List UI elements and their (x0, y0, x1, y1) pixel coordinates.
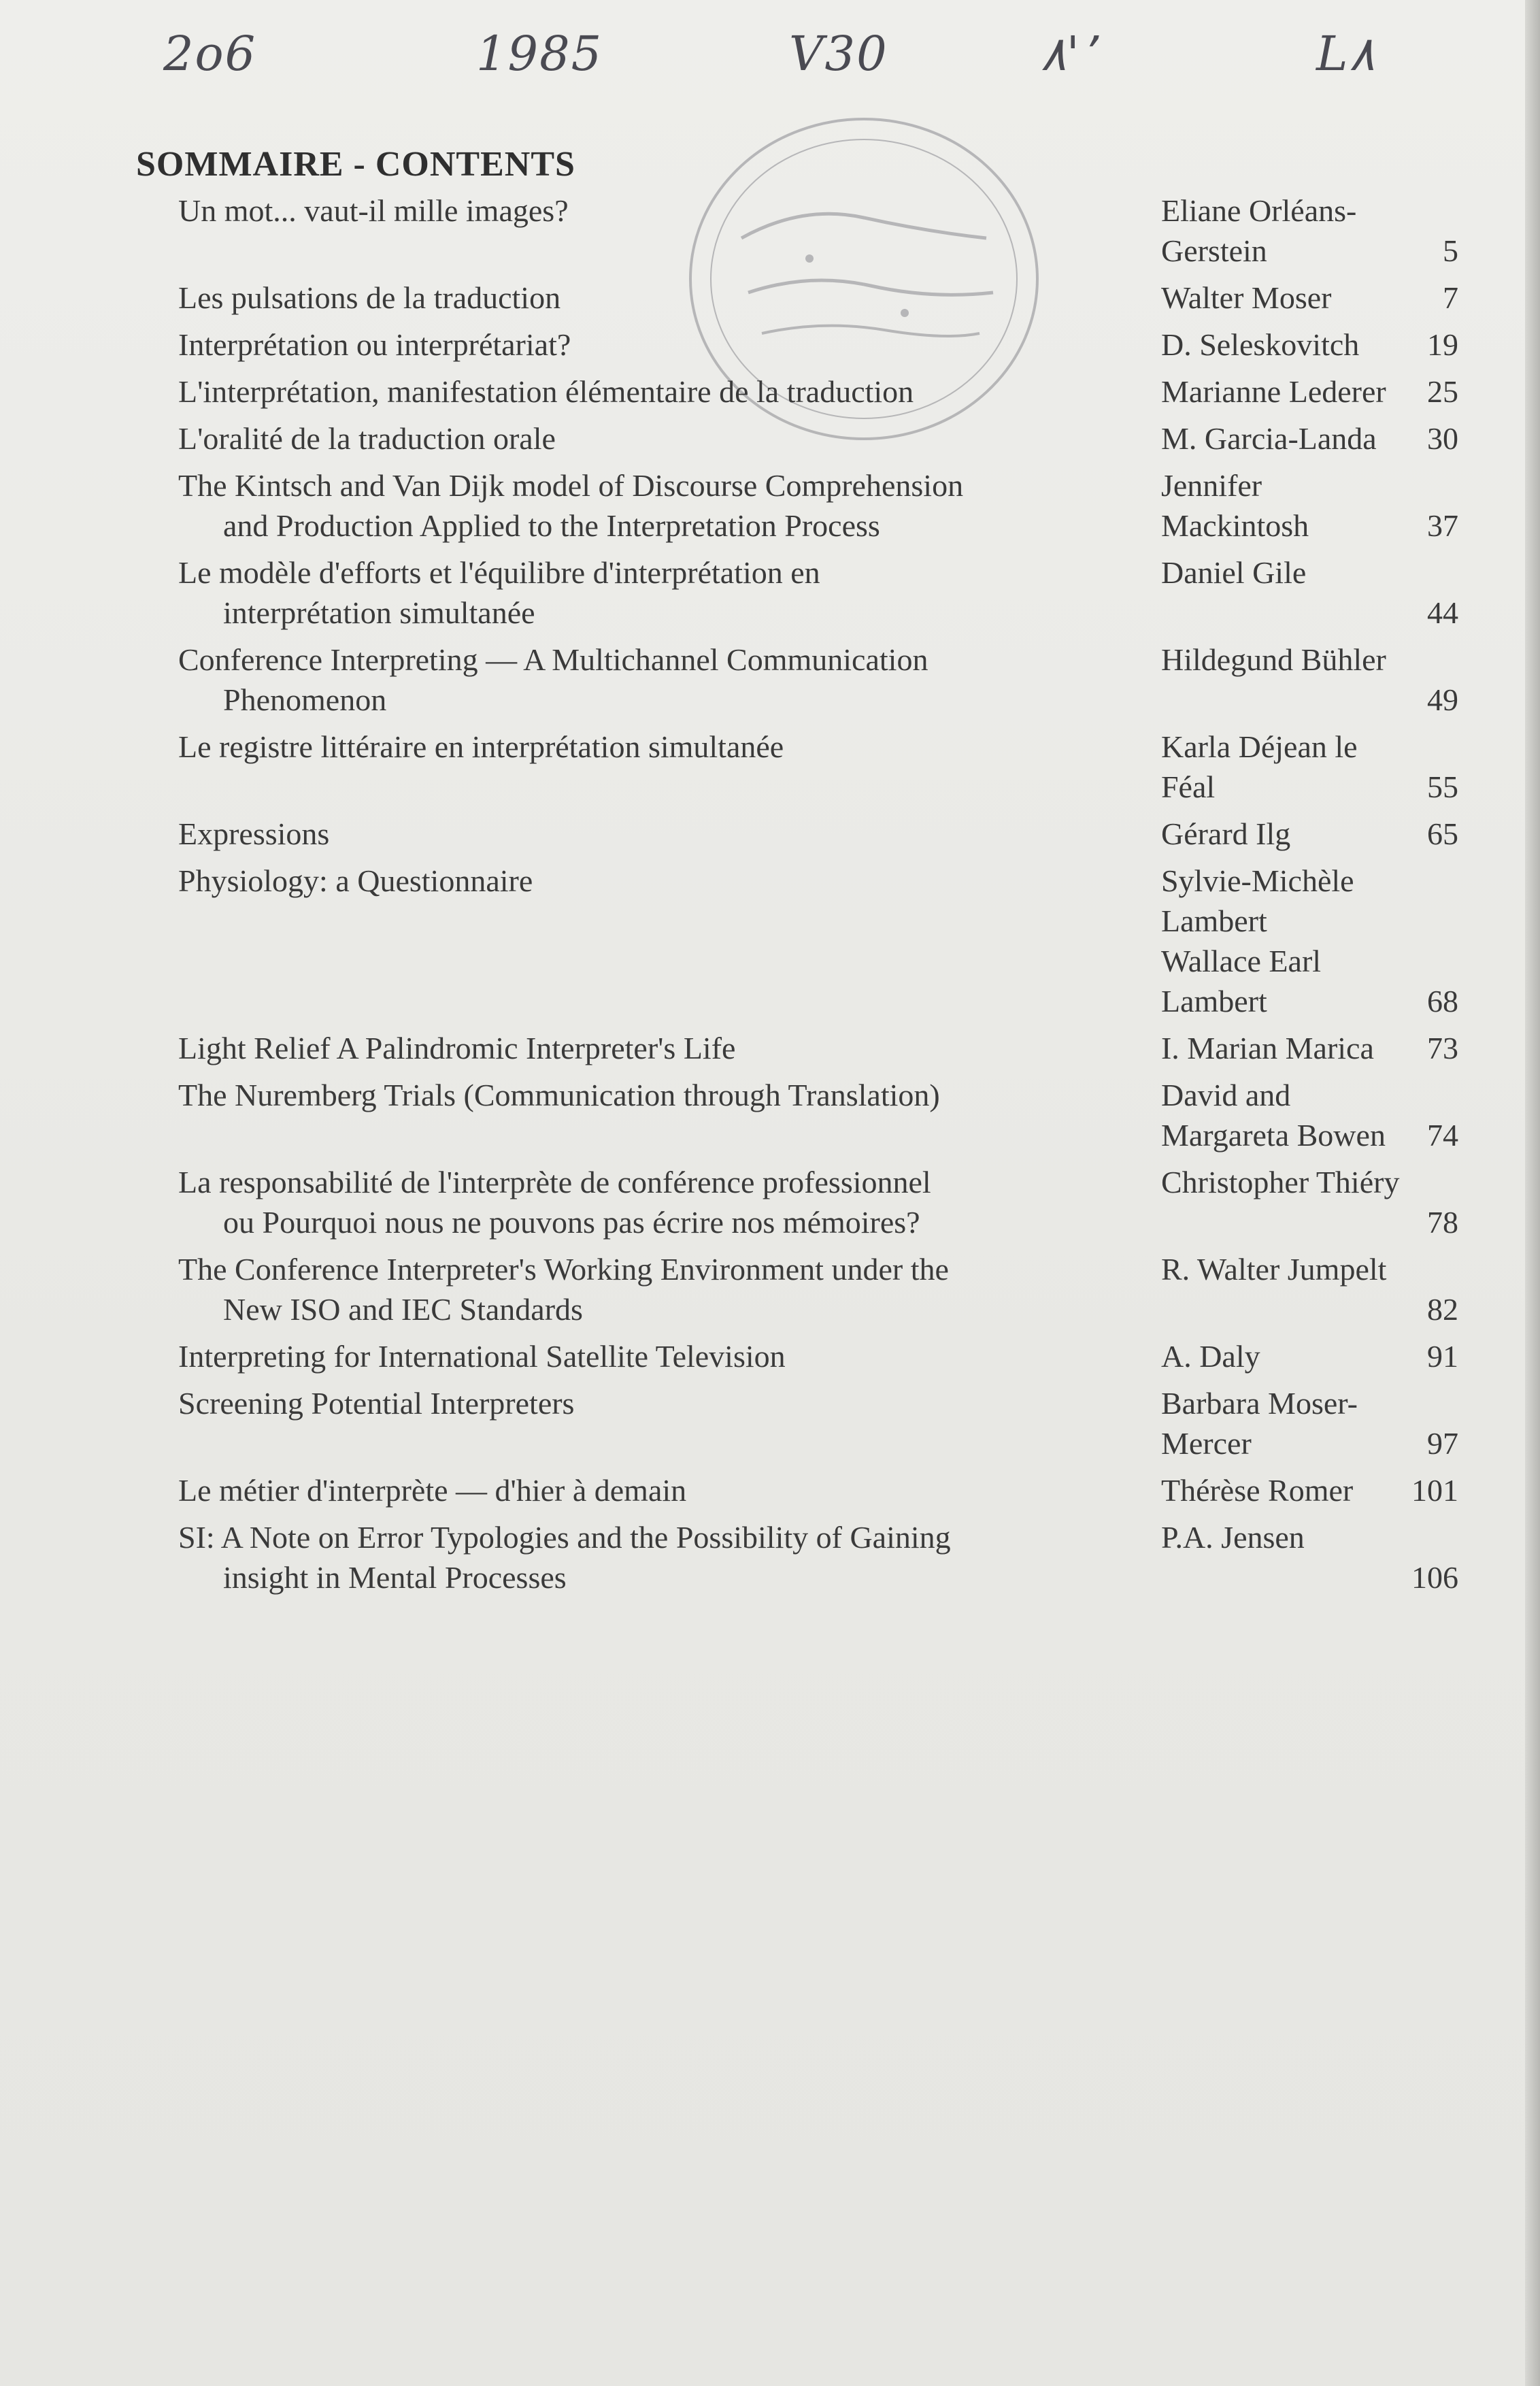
entry-title: Le modèle d'efforts et l'équilibre d'interprétation en interprétation simultanée (178, 555, 820, 630)
entry-page-number: 106 (1411, 1560, 1458, 1595)
entry-title: L'interprétation, manifestation élémentaire de la traduction (178, 374, 914, 409)
entry-author: P.A. Jensen (1160, 1520, 1305, 1555)
toc-entry (178, 1028, 1471, 1068)
toc-entry (178, 418, 1471, 459)
entry-page-number: 55 (1427, 769, 1458, 804)
handwritten-mark: ٬'٨ (1041, 26, 1095, 82)
entry-title: Physiology: a Questionnaire (178, 863, 533, 898)
toc-entry (178, 278, 1471, 318)
handwritten-mark: 1985 (476, 26, 603, 82)
entry-page-number: 68 (1427, 984, 1458, 1018)
entry-title: Le métier d'interprète — d'hier à demain (178, 1473, 687, 1508)
handwritten-mark: L٨ (1316, 26, 1375, 82)
entry-page-number: 82 (1427, 1292, 1458, 1327)
entry-page-number: 97 (1427, 1426, 1458, 1461)
entry-page-number: 49 (1427, 682, 1458, 717)
entry-page-number: 73 (1427, 1031, 1458, 1065)
entry-page-number: 37 (1427, 508, 1458, 543)
entry-author: Jennifer Mackintosh (1160, 468, 1309, 543)
entry-page-number: 91 (1427, 1339, 1458, 1374)
entry-title: The Nuremberg Trials (Communication through Translation) (178, 1078, 940, 1112)
entry-title: L'oralité de la traduction orale (178, 421, 556, 456)
toc-entry (178, 371, 1471, 412)
entry-page-number: 78 (1427, 1205, 1458, 1240)
entry-page-number: 5 (1443, 233, 1458, 268)
page-edge (1525, 0, 1540, 2386)
entry-author: Karla Déjean le Féal (1160, 729, 1358, 804)
entry-author: Thérèse Romer (1160, 1473, 1354, 1508)
entry-title: Screening Potential Interpreters (178, 1386, 575, 1421)
entry-title: Conference Interpreting — A Multichannel Communication Phenomenon (178, 642, 928, 717)
entry-title: Un mot... vaut-il mille images? (178, 193, 569, 228)
entry-title: Interprétation ou interprétariat? (178, 327, 571, 362)
entry-author: Eliane Orléans- Gerstein (1160, 193, 1357, 268)
entry-author: D. Seleskovitch (1160, 327, 1360, 362)
toc-entry (178, 465, 1471, 546)
toc-entry (178, 814, 1471, 854)
toc-entry (178, 1336, 1471, 1376)
entry-title: Les pulsations de la traduction (178, 280, 561, 315)
table-of-contents (178, 190, 1471, 1604)
page-title: SOMMAIRE - CONTENTS (136, 145, 575, 184)
entry-title: Le registre littéraire en interprétation simultanée (178, 729, 784, 764)
entry-page-number: 25 (1427, 374, 1458, 409)
toc-entry (178, 727, 1471, 807)
entry-author: Daniel Gile (1160, 555, 1307, 590)
entry-author: A. Daly (1160, 1339, 1260, 1374)
handwritten-mark: 2o6 (163, 26, 257, 82)
entry-title: The Kintsch and Van Dijk model of Discourse Comprehension and Production Applied to the Interpretation Process (178, 468, 964, 543)
entry-author: Marianne Lederer (1160, 374, 1386, 409)
entry-page-number: 65 (1427, 816, 1458, 851)
toc-entry (178, 640, 1471, 720)
entry-title: The Conference Interpreter's Working Environment under the New ISO and IEC Standards (178, 1252, 949, 1327)
entry-page-number: 44 (1427, 595, 1458, 630)
entry-author: Barbara Moser- Mercer (1160, 1386, 1358, 1461)
entry-title: Interpreting for International Satellite Television (178, 1339, 786, 1374)
entry-author: R. Walter Jumpelt (1160, 1252, 1387, 1287)
entry-page-number: 101 (1411, 1473, 1458, 1508)
entry-page-number: 7 (1443, 280, 1458, 315)
entry-author: I. Marian Marica (1160, 1031, 1374, 1065)
entry-page-number: 74 (1427, 1118, 1458, 1153)
entry-author: M. Garcia-Landa (1160, 421, 1377, 456)
handwritten-mark: V30 (789, 26, 888, 82)
toc-entry (178, 190, 1471, 271)
toc-entry (178, 1162, 1471, 1242)
entry-title: Light Relief A Palindromic Interpreter's Life (178, 1031, 736, 1065)
entry-author: Christopher Thiéry (1160, 1165, 1400, 1199)
entry-page-number: 30 (1427, 421, 1458, 456)
toc-entry (178, 861, 1471, 1021)
toc-entry (178, 1249, 1471, 1329)
entry-author: Hildegund Bühler (1160, 642, 1386, 677)
entry-author: Sylvie-Michèle Lambert Wallace Earl Lambert (1160, 863, 1354, 1018)
entry-title: SI: A Note on Error Typologies and the Possibility of Gaining insight in Mental Processes (178, 1520, 951, 1595)
toc-entry (178, 325, 1471, 365)
entry-page-number: 19 (1427, 327, 1458, 362)
entry-author: Walter Moser (1160, 280, 1332, 315)
entry-author: Gérard Ilg (1160, 816, 1291, 851)
toc-entry (178, 1075, 1471, 1155)
handwritten-call-number (0, 26, 1540, 101)
toc-entry (178, 552, 1471, 633)
entry-author: David and Margareta Bowen (1160, 1078, 1386, 1153)
entry-title: Expressions (178, 816, 330, 851)
toc-entry (178, 1383, 1471, 1463)
toc-entry (178, 1470, 1471, 1510)
toc-entry (178, 1517, 1471, 1597)
entry-title: La responsabilité de l'interprète de conférence professionnel ou Pourquoi nous ne pouvons pas écrire nos mémoires? (178, 1165, 931, 1240)
